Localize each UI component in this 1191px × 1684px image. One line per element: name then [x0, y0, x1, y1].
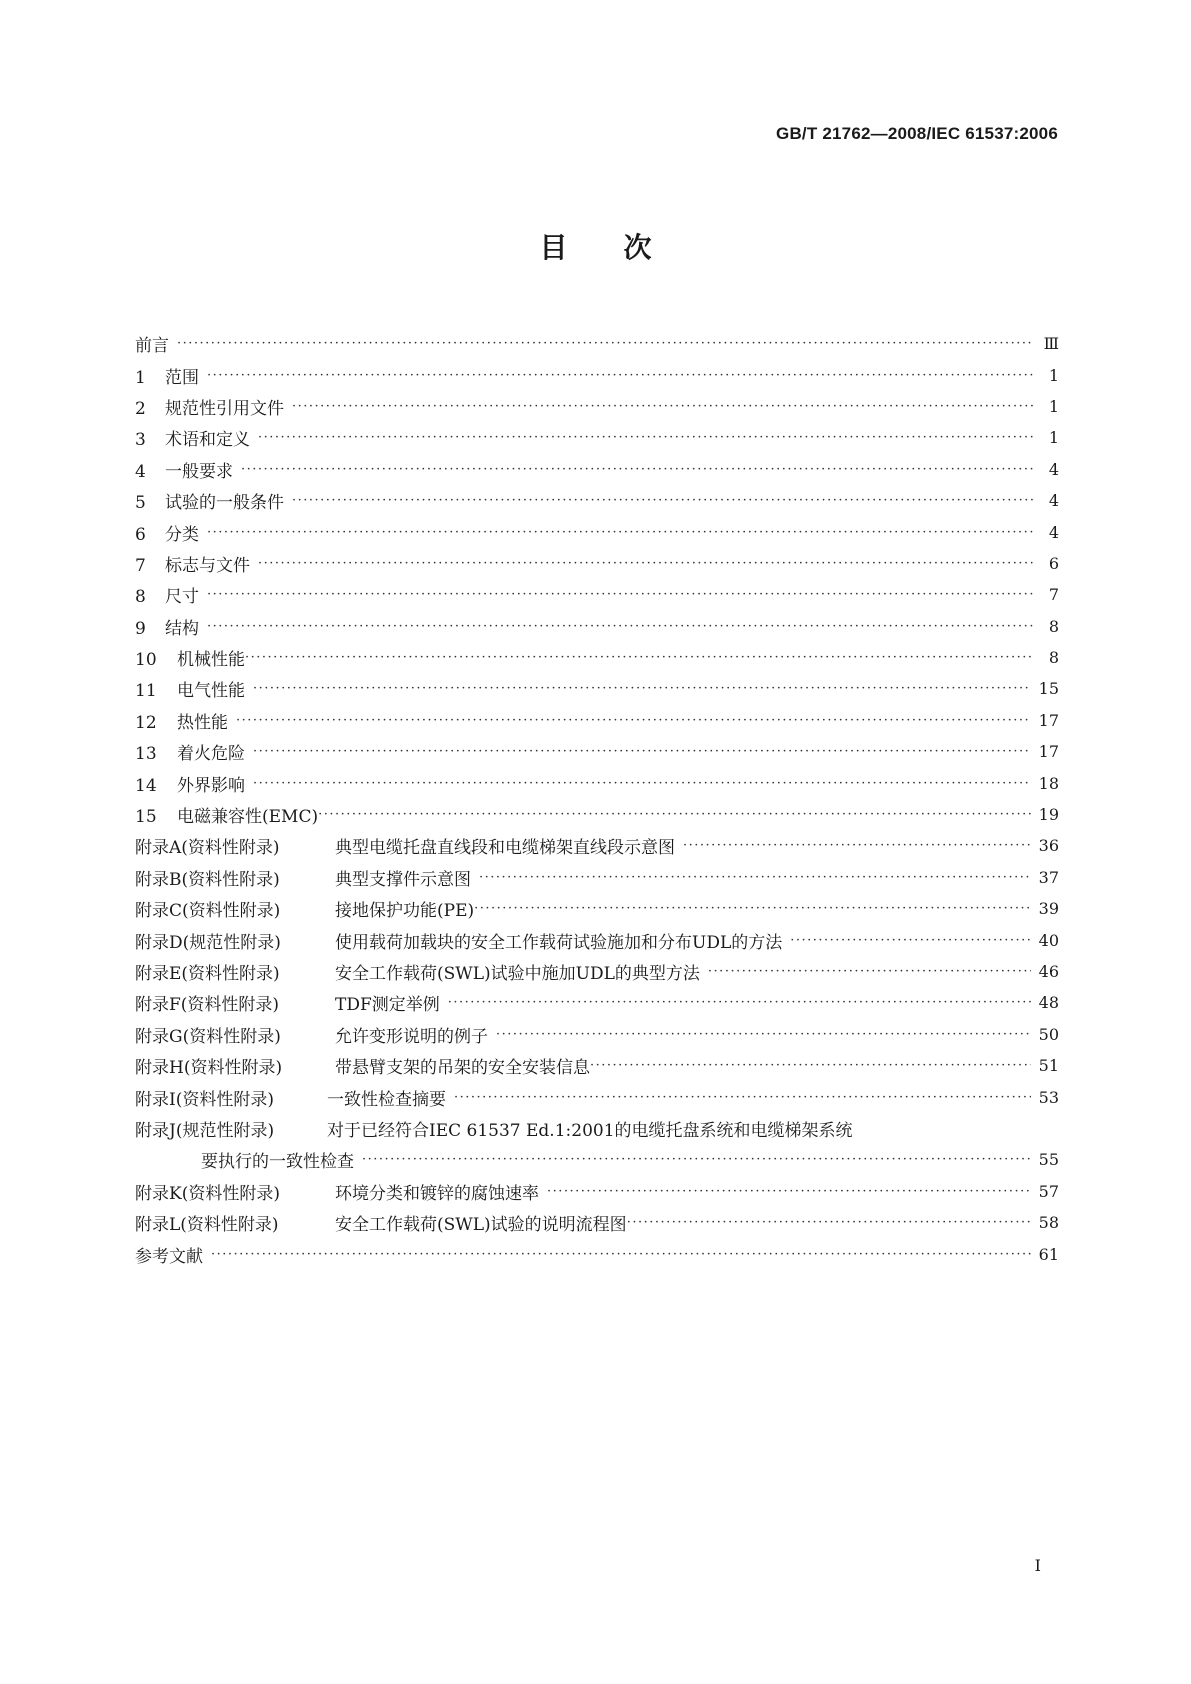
- toc-entry-label: 一般要求: [165, 461, 233, 482]
- toc-page-number: 53: [1038, 1087, 1059, 1107]
- toc-leader-dots: [479, 871, 1031, 884]
- toc-entry-foreword[interactable]: [135, 328, 1059, 359]
- toc-entry-number: 14: [135, 775, 157, 796]
- toc-leader-dots: [292, 494, 1033, 507]
- toc-entry-number: 2: [135, 398, 146, 419]
- toc-leader-dots: [207, 526, 1033, 539]
- toc-page-number: 15: [1038, 679, 1059, 699]
- toc-page-number: 57: [1038, 1181, 1059, 1201]
- toc-entry-appendix-g[interactable]: [135, 1019, 1059, 1050]
- table-of-contents: [135, 328, 1059, 1270]
- toc-leader-dots: [708, 965, 1031, 978]
- toc-leader-dots: [258, 431, 1033, 444]
- toc-entry-label: 安全工作载荷(SWL)试验中施加UDL的典型方法: [335, 964, 700, 984]
- toc-entry-label: 前言: [135, 336, 169, 357]
- toc-page-number: 1: [1048, 396, 1059, 416]
- toc-entry-label: 电磁兼容性(EMC): [177, 807, 319, 828]
- toc-entry-13[interactable]: [135, 736, 1059, 767]
- toc-entry-appendix-j-continuation[interactable]: [135, 1144, 1059, 1175]
- toc-leader-dots: [683, 839, 1031, 852]
- toc-leader-dots: [245, 651, 1033, 664]
- toc-entry-appendix-h[interactable]: [135, 1050, 1059, 1081]
- toc-leader-dots: [474, 902, 1031, 915]
- toc-leader-dots: [258, 557, 1033, 570]
- toc-leader-dots: [496, 1028, 1031, 1041]
- toc-entry-5[interactable]: [135, 485, 1059, 516]
- toc-entry-label: 典型电缆托盘直线段和电缆梯架直线段示意图: [335, 838, 675, 859]
- toc-entry-10[interactable]: [135, 642, 1059, 673]
- toc-entry-appendix-b[interactable]: [135, 862, 1059, 893]
- standard-code: GB/T 21762—2008/IEC 61537:2006: [776, 124, 1058, 143]
- toc-page-number: 46: [1038, 962, 1059, 981]
- toc-page-number: 37: [1038, 867, 1059, 887]
- toc-appendix-prefix: 附录C(资料性附录): [135, 901, 281, 922]
- toc-entry-11[interactable]: [135, 673, 1059, 704]
- toc-entry-number: 13: [135, 744, 157, 765]
- toc-entry-number: 11: [135, 681, 157, 702]
- toc-entry-label: 要执行的一致性检查: [201, 1152, 354, 1173]
- toc-entry-label: 规范性引用文件: [165, 398, 284, 419]
- toc-entry-1[interactable]: [135, 359, 1059, 390]
- toc-appendix-prefix: 附录B(资料性附录): [135, 869, 280, 890]
- toc-leader-dots: [253, 777, 1031, 790]
- toc-page-number: 1: [1048, 365, 1059, 385]
- toc-leader-dots: [207, 620, 1033, 633]
- toc-entry-label: 机械性能: [177, 650, 245, 671]
- toc-page-number: 18: [1038, 773, 1059, 793]
- toc-leader-dots: [253, 745, 1031, 758]
- toc-entry-label: 试验的一般条件: [165, 493, 284, 514]
- toc-entry-12[interactable]: [135, 705, 1059, 736]
- toc-entry-label: 带悬臂支架的吊架的安全安装信息: [335, 1058, 590, 1079]
- toc-entry-label: 对于已经符合IEC 61537 Ed.1:2001的电缆托盘系统和电缆梯架系统: [327, 1120, 853, 1141]
- toc-page-number: 50: [1038, 1024, 1059, 1044]
- toc-appendix-prefix: 附录L(资料性附录): [135, 1215, 279, 1236]
- toc-entry-number: 10: [135, 650, 157, 671]
- toc-entry-label: 典型支撑件示意图: [335, 869, 471, 890]
- toc-entry-8[interactable]: [135, 579, 1059, 610]
- toc-entry-label: 结构: [165, 618, 199, 639]
- toc-page-number: 4: [1048, 522, 1059, 542]
- toc-leader-dots: [547, 1185, 1031, 1198]
- toc-page-number: 4: [1048, 491, 1059, 511]
- toc-entry-number: 7: [135, 555, 146, 576]
- toc-page-number: Ⅲ: [1043, 334, 1059, 354]
- toc-leader-dots: [253, 682, 1031, 695]
- toc-page-number: 7: [1048, 585, 1059, 605]
- toc-entry-number: 6: [135, 524, 146, 545]
- toc-page-number: 40: [1038, 930, 1059, 950]
- toc-entry-3[interactable]: [135, 422, 1059, 453]
- toc-entry-label: 参考文献: [135, 1246, 203, 1267]
- toc-appendix-prefix: 附录G(资料性附录): [135, 1026, 281, 1047]
- toc-entry-appendix-e[interactable]: [135, 956, 1059, 987]
- toc-entry-15[interactable]: [135, 799, 1059, 830]
- toc-page-number: 19: [1038, 805, 1059, 825]
- toc-leader-dots: [207, 369, 1033, 382]
- toc-page-number: 36: [1038, 836, 1059, 856]
- toc-entry-number: 9: [135, 618, 146, 639]
- toc-entry-label: 范围: [165, 367, 199, 388]
- toc-page-number: 4: [1048, 459, 1059, 479]
- toc-entry-label: 允许变形说明的例子: [335, 1026, 488, 1047]
- toc-page-number: 61: [1038, 1244, 1059, 1264]
- toc-appendix-prefix: 附录A(资料性附录): [135, 838, 280, 859]
- toc-page-number: 48: [1038, 993, 1059, 1013]
- toc-entry-6[interactable]: [135, 516, 1059, 547]
- toc-entry-label: 热性能: [177, 712, 228, 733]
- toc-entry-2[interactable]: [135, 391, 1059, 422]
- toc-entry-appendix-a[interactable]: [135, 830, 1059, 861]
- toc-page-number: 58: [1038, 1213, 1059, 1233]
- toc-entry-label: 环境分类和镀锌的腐蚀速率: [335, 1183, 539, 1204]
- toc-entry-9[interactable]: [135, 611, 1059, 642]
- toc-leader-dots: [362, 1153, 1031, 1166]
- toc-leader-dots: [790, 934, 1030, 947]
- toc-entry-label: 安全工作载荷(SWL)试验的说明流程图: [335, 1215, 627, 1236]
- toc-entry-appendix-c[interactable]: [135, 893, 1059, 924]
- toc-entry-label: TDF测定举例: [335, 995, 440, 1016]
- toc-entry-appendix-i[interactable]: [135, 1081, 1059, 1112]
- toc-entry-number: 8: [135, 587, 146, 608]
- toc-leader-dots: [448, 996, 1031, 1009]
- toc-entry-7[interactable]: [135, 548, 1059, 579]
- toc-leader-dots: [292, 400, 1033, 413]
- toc-entry-number: 15: [135, 807, 157, 828]
- toc-appendix-prefix: 附录H(资料性附录): [135, 1058, 283, 1079]
- toc-entry-label: 一致性检查摘要: [327, 1089, 446, 1110]
- toc-entry-label: 着火危险: [177, 744, 245, 765]
- toc-entry-number: 5: [135, 493, 146, 514]
- toc-entry-label: 外界影响: [177, 775, 245, 796]
- toc-entry-appendix-f[interactable]: [135, 987, 1059, 1018]
- page-number: I: [1034, 1556, 1041, 1575]
- toc-appendix-prefix: 附录J(规范性附录): [135, 1120, 275, 1141]
- toc-leader-dots: [211, 1248, 1031, 1261]
- toc-leader-dots: [318, 808, 1031, 821]
- toc-entry-appendix-l[interactable]: [135, 1207, 1059, 1238]
- toc-entry-appendix-k[interactable]: [135, 1176, 1059, 1207]
- toc-page-number: 51: [1038, 1056, 1059, 1076]
- toc-leader-dots: [177, 337, 1033, 350]
- toc-appendix-prefix: 附录F(资料性附录): [135, 995, 280, 1016]
- toc-entry-label: 使用载荷加载块的安全工作载荷试验施加和分布UDL的方法: [335, 932, 783, 953]
- toc-entry-14[interactable]: [135, 767, 1059, 798]
- toc-leader-dots: [207, 588, 1033, 601]
- toc-entry-label: 术语和定义: [165, 430, 250, 451]
- toc-leader-dots: [236, 714, 1031, 727]
- toc-leader-dots: [590, 1059, 1031, 1072]
- toc-appendix-prefix: 附录K(资料性附录): [135, 1183, 280, 1204]
- toc-leader-dots: [627, 1216, 1031, 1229]
- toc-entry-label: 分类: [165, 524, 199, 545]
- toc-appendix-prefix: 附录I(资料性附录): [135, 1089, 274, 1110]
- toc-page-number: 39: [1038, 899, 1059, 919]
- toc-leader-dots: [454, 1091, 1031, 1104]
- toc-appendix-prefix: 附录D(规范性附录): [135, 932, 281, 953]
- page-title: 目次: [539, 231, 708, 264]
- toc-entry-number: 1: [135, 367, 146, 388]
- toc-page-number: 17: [1038, 710, 1059, 730]
- toc-page-number: 17: [1038, 742, 1059, 762]
- toc-entry-label: 接地保护功能(PE): [335, 901, 475, 922]
- toc-entry-number: 4: [135, 461, 146, 482]
- toc-entry-label: 标志与文件: [165, 555, 250, 576]
- toc-appendix-prefix: 附录E(资料性附录): [135, 964, 280, 984]
- toc-page-number: 6: [1048, 553, 1059, 573]
- toc-entry-number: 3: [135, 430, 146, 451]
- toc-entry-appendix-j[interactable]: [135, 1113, 1059, 1144]
- toc-entry-references[interactable]: [135, 1238, 1059, 1269]
- toc-page-number: 8: [1048, 648, 1059, 668]
- toc-entry-appendix-d[interactable]: [135, 924, 1059, 955]
- toc-leader-dots: [241, 463, 1033, 476]
- toc-entry-number: 12: [135, 712, 157, 733]
- toc-page-number: 55: [1038, 1150, 1059, 1170]
- toc-entry-label: 尺寸: [165, 587, 199, 608]
- toc-page-number: 1: [1048, 428, 1059, 448]
- toc-entry-label: 电气性能: [177, 681, 245, 702]
- toc-page-number: 8: [1048, 616, 1059, 636]
- toc-entry-4[interactable]: [135, 454, 1059, 485]
